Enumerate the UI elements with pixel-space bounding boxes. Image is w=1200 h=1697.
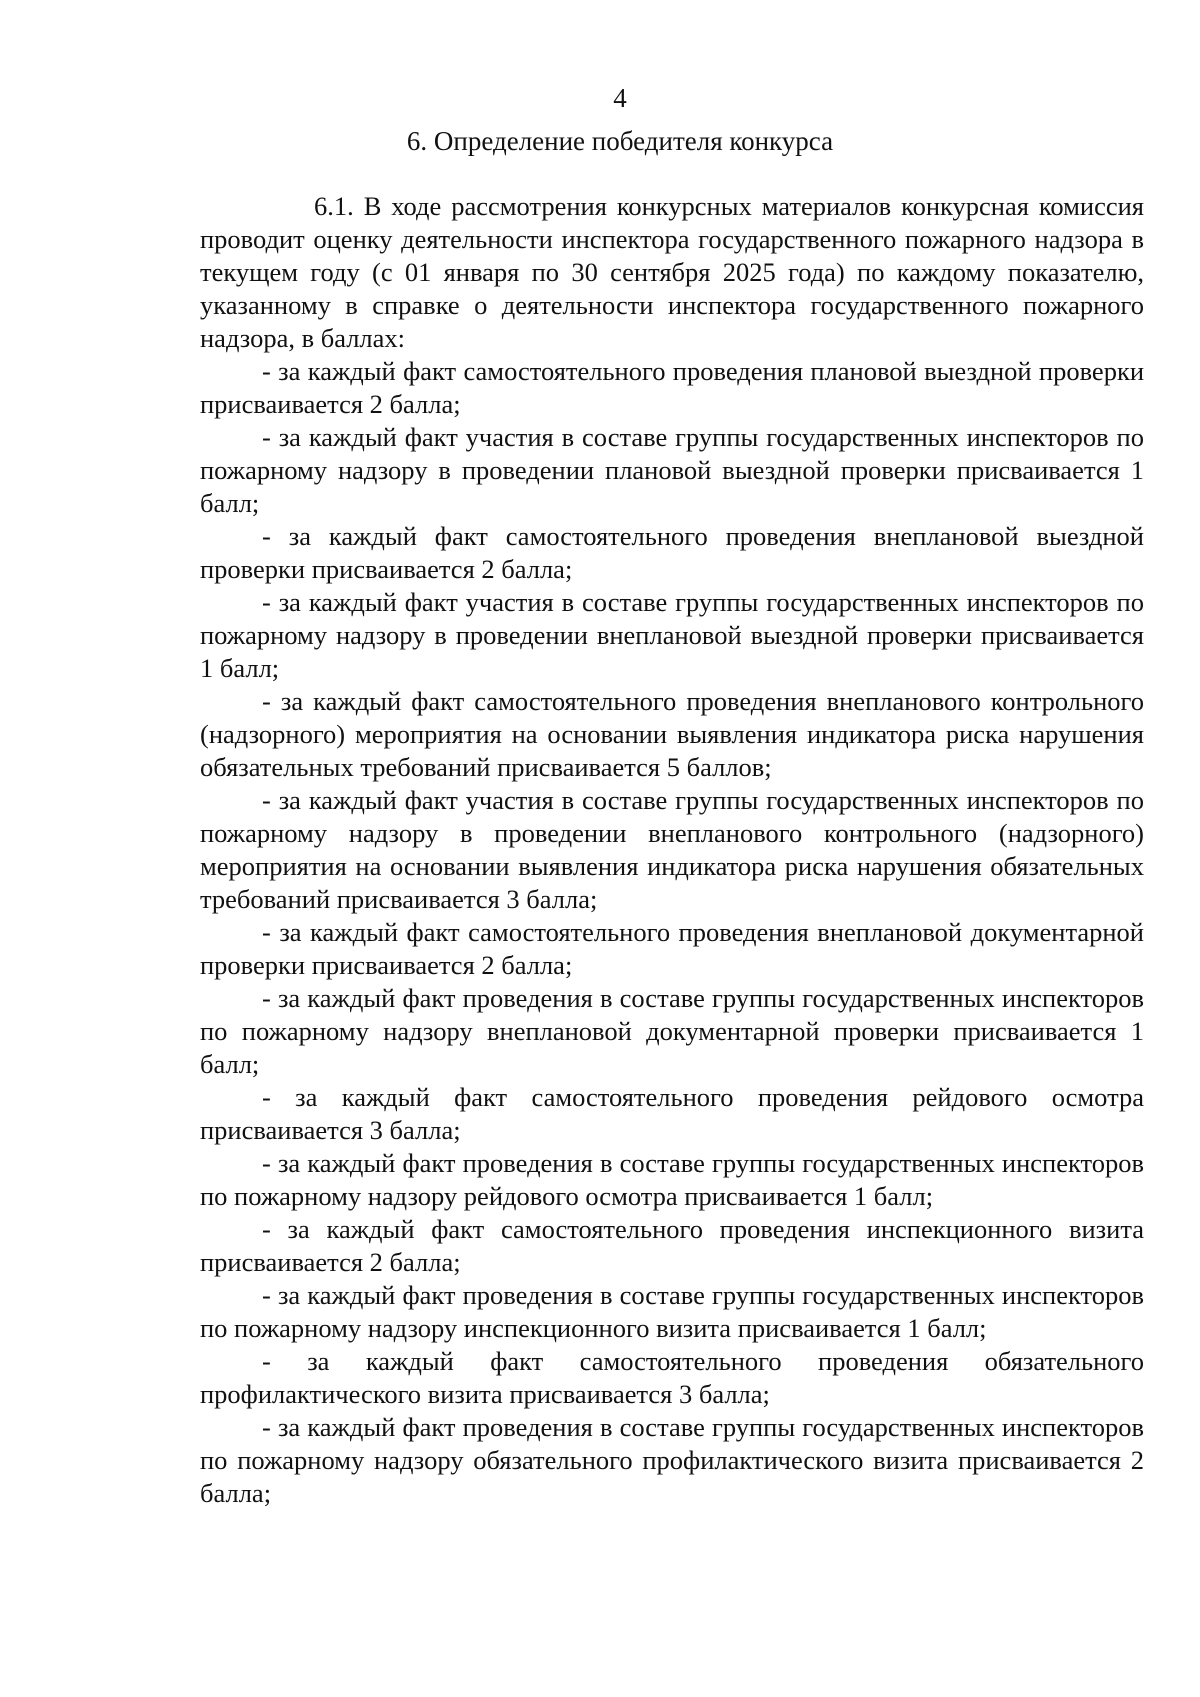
list-item: - за каждый факт самостоятельного проведения плановой выездной проверки присваивается 2 балла; bbox=[200, 356, 1144, 419]
list-item: - за каждый факт самостоятельного проведения внепланового контрольного (надзорного) мероприятия на основании выявления индикатора риска нарушения обязательных требований присваивается 5 баллов; bbox=[200, 686, 1144, 782]
list-item: - за каждый факт проведения в составе группы государственных инспекторов по пожарному надзору обязательного профилактического визита присваивается 2 балла; bbox=[200, 1412, 1144, 1508]
list-item: - за каждый факт самостоятельного проведения обязательного профилактического визита присваивается 3 балла; bbox=[200, 1346, 1144, 1409]
list-item: - за каждый факт проведения в составе группы государственных инспекторов по пожарному надзору инспекционного визита присваивается 1 балл; bbox=[200, 1280, 1144, 1343]
list-item: - за каждый факт проведения в составе группы государственных инспекторов по пожарному надзору внеплановой документарной проверки присваивается 1 балл; bbox=[200, 983, 1144, 1079]
list-item: - за каждый факт участия в составе группы государственных инспекторов по пожарному надзору в проведении плановой выездной проверки присваивается 1 балл; bbox=[200, 422, 1144, 518]
list-item: - за каждый факт самостоятельного проведения инспекционного визита присваивается 2 балла; bbox=[200, 1214, 1144, 1277]
list-item: - за каждый факт участия в составе группы государственных инспекторов по пожарному надзору в проведении внеплановой выездной проверки присваивается 1 балл; bbox=[200, 587, 1144, 683]
list-item: - за каждый факт самостоятельного проведения внеплановой выездной проверки присваивается 2 балла; bbox=[200, 521, 1144, 584]
page-number: 4 bbox=[613, 83, 627, 113]
section-title: 6. Определение победителя конкурса bbox=[406, 126, 834, 156]
list-item: - за каждый факт самостоятельного проведения рейдового осмотра присваивается 3 балла; bbox=[200, 1082, 1144, 1145]
paragraph-intro: 6.1. В ходе рассмотрения конкурсных материалов конкурсная комиссия проводит оценку деятельности инспектора государственного пожарного надзора в текущем году (с 01 января по 30 сентября 2025 года) по каждому показателю, указанному в справке о деятельности инспектора государственного пожарного надзора, в баллах: bbox=[200, 191, 1144, 353]
list-item: - за каждый факт участия в составе группы государственных инспекторов по пожарному надзору в проведении внепланового контрольного (надзорного) мероприятия на основании выявления индикатора риска нарушения обязательных требований присваивается 3 балла; bbox=[200, 785, 1144, 914]
list-item: - за каждый факт самостоятельного проведения внеплановой документарной проверки присваивается 2 балла; bbox=[200, 917, 1144, 980]
list-item: - за каждый факт проведения в составе группы государственных инспекторов по пожарному надзору рейдового осмотра присваивается 1 балл; bbox=[200, 1148, 1144, 1211]
body-text bbox=[200, 190, 1144, 1510]
